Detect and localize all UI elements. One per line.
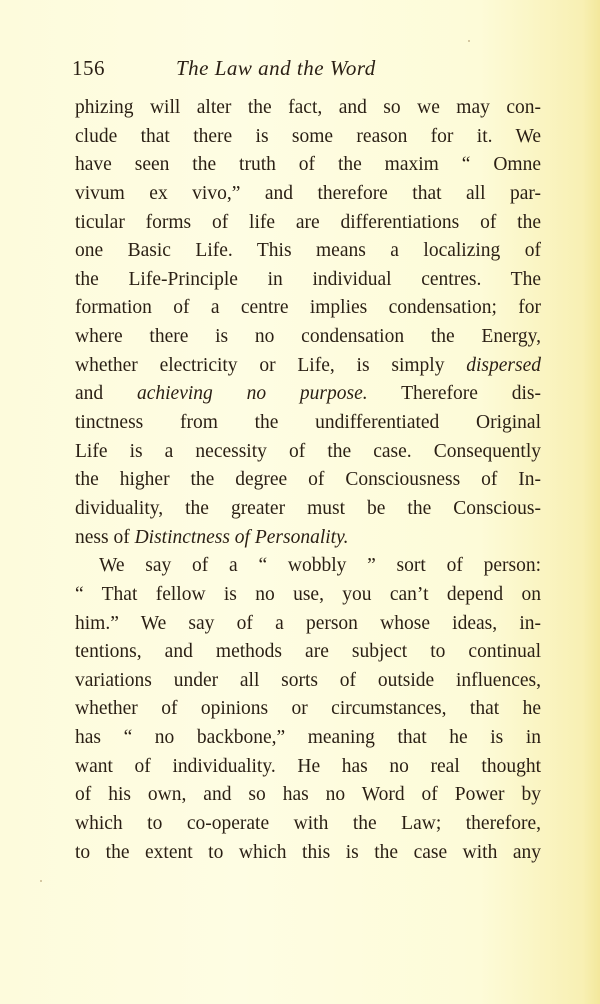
text-line (75, 123, 541, 152)
text-segment: him.” We say of a person whose ideas, in- (75, 612, 541, 634)
text-segment: phizing will alter the fact, and so we may con- (75, 97, 541, 118)
text-segment: tentions, and methods are subject to continual (75, 641, 541, 663)
text-segment: the Life-Principle in individual centres. The (75, 268, 541, 290)
text-line (75, 209, 541, 238)
text-segment: We say of a “ wobbly ” sort of person: (99, 555, 541, 577)
text-segment: whether of opinions or circumstances, that he (75, 698, 541, 720)
italic-text: Distinctness of Personality. (134, 526, 349, 548)
text-line (75, 180, 541, 209)
text-segment: clude that there is some reason for it. We (75, 125, 541, 147)
text-segment: ness of (75, 526, 135, 548)
text-line (75, 380, 541, 409)
text-segment: dividuality, the greater must be the Conscious- (75, 497, 541, 519)
italic-text: achieving no purpose. (136, 383, 368, 405)
text-line (75, 294, 541, 323)
text-line (75, 610, 541, 639)
text-segment: where there is no condensation the Energy, (75, 326, 541, 348)
text-segment: which to co-operate with the Law; therefore, (75, 813, 541, 835)
paper-speck (468, 40, 470, 42)
text-line (75, 352, 541, 381)
text-segment: the higher the degree of Consciousness of In- (75, 469, 541, 491)
text-segment: whether electricity or Life, is simply (75, 354, 467, 376)
text-line (75, 638, 541, 667)
text-line (75, 667, 541, 696)
text-line (75, 409, 541, 438)
text-line (75, 94, 541, 123)
text-segment: tinctness from the undifferentiated Original (75, 412, 541, 434)
text-segment: vivum ex vivo,” and therefore that all par- (75, 182, 541, 204)
text-line (75, 466, 541, 495)
text-line (75, 524, 541, 553)
text-line (75, 839, 541, 868)
text-line (75, 781, 541, 810)
text-segment: “ That fellow is no use, you can’t depend on (75, 583, 541, 605)
text-segment: and (75, 383, 137, 405)
text-line (75, 724, 541, 753)
running-title: The Law and the Word (176, 56, 376, 80)
text-segment: to the extent to which this is the case with any (75, 841, 541, 863)
text-segment: Therefore dis- (367, 383, 541, 405)
text-segment: one Basic Life. This means a localizing of (75, 240, 541, 262)
text-segment: of his own, and so has no Word of Power by (75, 784, 541, 806)
text-line (75, 581, 541, 610)
text-segment: ticular forms of life are differentiations of the (75, 211, 541, 233)
text-line (75, 266, 541, 295)
text-line (75, 438, 541, 467)
text-line (75, 151, 541, 180)
text-line (75, 495, 541, 524)
body-text (75, 94, 541, 867)
text-segment: want of individuality. He has no real thought (75, 755, 541, 777)
text-segment: Life is a necessity of the case. Consequently (75, 440, 541, 462)
text-segment: has “ no backbone,” meaning that he is in (75, 727, 541, 749)
page-header (72, 56, 552, 86)
text-line (75, 323, 541, 352)
paragraph (75, 552, 541, 867)
text-line (75, 552, 541, 581)
text-line (75, 237, 541, 266)
text-segment: variations under all sorts of outside influences, (75, 669, 541, 691)
text-line (75, 810, 541, 839)
paragraph (75, 94, 541, 552)
text-segment: formation of a centre implies condensation; for (75, 297, 541, 319)
page-number: 156 (72, 56, 105, 80)
italic-text: dispersed (466, 354, 541, 376)
paper-speck (40, 880, 42, 882)
text-segment: have seen the truth of the maxim “ Omne (75, 154, 541, 176)
text-line (75, 753, 541, 782)
text-line (75, 695, 541, 724)
